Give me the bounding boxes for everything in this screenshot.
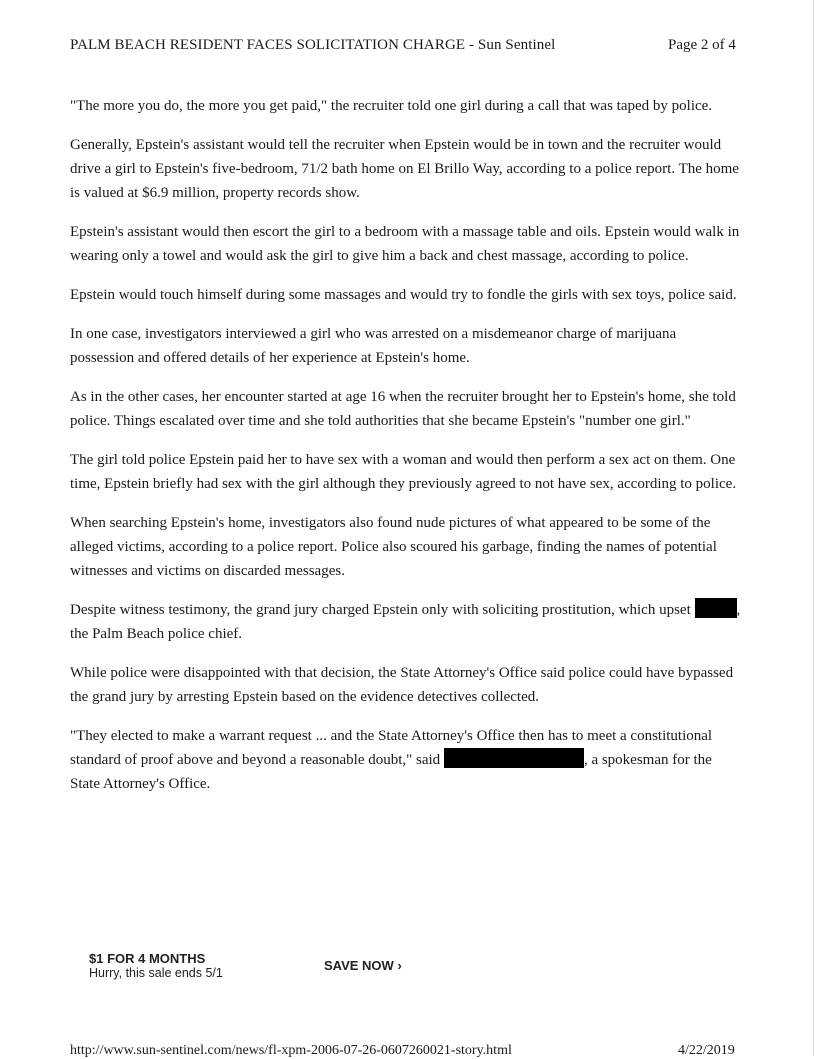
paragraph-11-start: "They elected to make a warrant request ... and the State Attorney's Office then has to meet a constitutional standard of proof above and beyond a reasonable doubt," said [70, 728, 713, 768]
scan-edge-line [813, 0, 814, 1056]
footer-url: http://www.sun-sentinel.com/news/fl-xpm-2006-07-26-0607260021-story.html [70, 1043, 512, 1058]
chevron-right-icon: › [397, 958, 402, 973]
article-body [70, 94, 742, 811]
paragraph-9-start: Despite witness testimony, the grand jury charged Epstein only with soliciting prostitution, which upset [70, 602, 695, 618]
promo-subtitle: Hurry, this sale ends 5/1 [89, 966, 223, 980]
subscription-promo [89, 951, 223, 981]
paragraph-2: Generally, Epstein's assistant would tell the recruiter when Epstein would be in town and the recruiter would drive a girl to Epstein's five-bedroom, 71/2 bath home on El Brillo Way, according to a police report. The home is valued at $6.9 million, property records show. [70, 137, 739, 201]
page-number: Page 2 of 4 [668, 37, 736, 53]
paragraph-5: In one case, investigators interviewed a girl who was arrested on a misdemeanor charge of marijuana possession and offered details of her experience at Epstein's home. [70, 326, 677, 366]
paragraph-9 [70, 598, 742, 646]
redaction-bar [444, 748, 584, 768]
save-now-label: SAVE NOW [324, 958, 394, 973]
paragraph-8: When searching Epstein's home, investigators also found nude pictures of what appeared to be some of the alleged victims, according to a police report. Police also scoured his garbage, finding the names of potential witnesses and victims on discarded messages. [70, 515, 717, 579]
redaction-bar [695, 598, 737, 618]
paragraph-4: Epstein would touch himself during some massages and would try to fondle the girls with sex toys, police said. [70, 287, 737, 303]
footer-date: 4/22/2019 [678, 1043, 735, 1058]
paragraph-10: While police were disappointed with that decision, the State Attorney's Office said police could have bypassed the grand jury by arresting Epstein based on the evidence detectives collected. [70, 665, 734, 705]
save-now-link[interactable] [324, 958, 402, 973]
paragraph-6: As in the other cases, her encounter started at age 16 when the recruiter brought her to Epstein's home, she told police. Things escalated over time and she told authorities that she became Epstein's "number one girl." [70, 389, 736, 429]
paragraph-7: The girl told police Epstein paid her to have sex with a woman and would then perform a sex act on them. One time, Epstein briefly had sex with the girl although they previously agreed to not have sex, according to police. [70, 452, 737, 492]
paragraph-1: "The more you do, the more you get paid," the recruiter told one girl during a call that was taped by police. [70, 98, 713, 114]
paragraph-9-end: , the Palm Beach police chief. [70, 602, 741, 642]
paragraph-11 [70, 724, 742, 796]
paragraph-3: Epstein's assistant would then escort the girl to a bedroom with a massage table and oils. Epstein would walk in wearing only a towel and would ask the girl to give him a back and chest massage, according to police. [70, 224, 740, 264]
promo-title: $1 FOR 4 MONTHS [89, 951, 206, 966]
page-header-title: PALM BEACH RESIDENT FACES SOLICITATION CHARGE - Sun Sentinel [70, 37, 556, 53]
paragraph-11-end: , a spokesman for the State Attorney's Office. [70, 752, 712, 792]
